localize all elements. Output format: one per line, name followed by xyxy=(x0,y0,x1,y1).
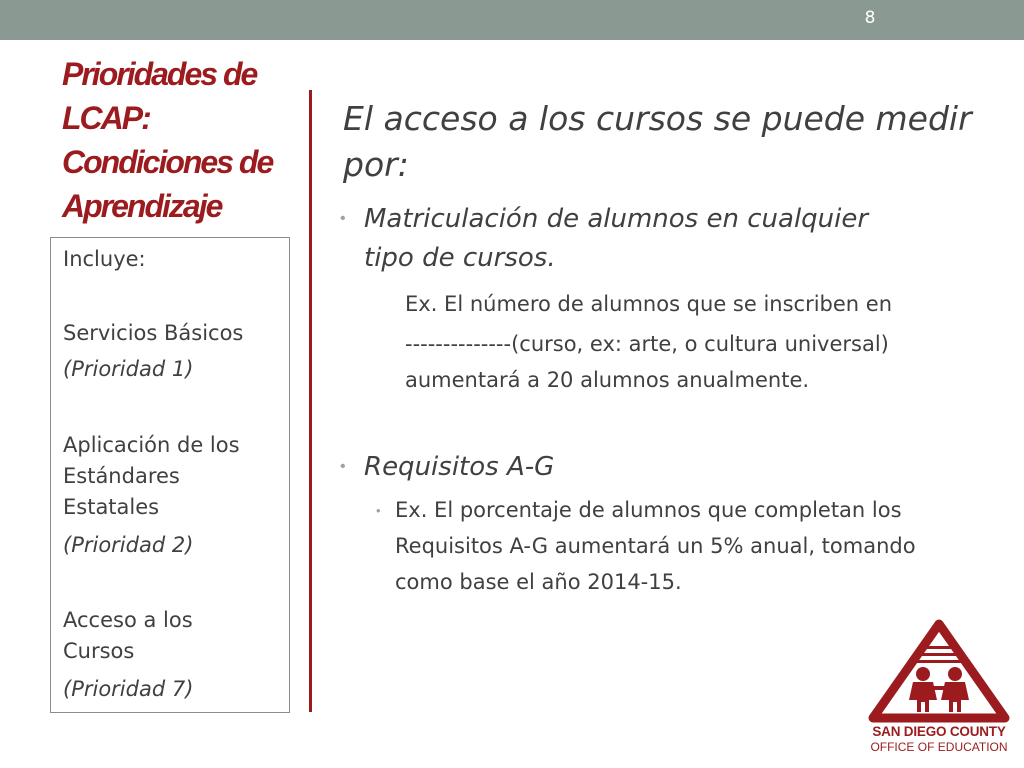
priority-7-label-line: Cursos xyxy=(63,639,135,663)
bullet-2-example-line: Requisitos A-G aumentará un 5% anual, tomando xyxy=(395,534,916,558)
content-heading xyxy=(343,96,983,188)
priority-2-label-line: Aplicación de los xyxy=(63,433,240,457)
bullet-2-title: Requisitos A-G xyxy=(364,452,555,482)
logo-text-line2: OFFICE OF EDUCATION xyxy=(870,740,1008,754)
heading-line: por: xyxy=(343,145,409,184)
priority-2-number: (Prioridad 2) xyxy=(63,533,194,557)
bullet-dot-icon: • xyxy=(340,210,346,227)
vertical-divider xyxy=(309,90,312,712)
bullet-1-line: tipo de cursos. xyxy=(364,243,556,273)
sub-bullet-dot-icon: • xyxy=(376,503,381,518)
title-line: Aprendizaje xyxy=(62,188,222,224)
bullet-1-example-line: aumentará a 20 alumnos anualmente. xyxy=(405,368,810,392)
priority-7-number: (Prioridad 7) xyxy=(63,677,194,701)
title-line: LCAP: xyxy=(62,100,150,136)
bullet-1-line: Matriculación de alumnos en cualquier xyxy=(364,204,869,234)
priorities-intro: Incluye: xyxy=(63,247,146,271)
bullet-1-example-line: --------------(curso, ex: arte, o cultura universal) xyxy=(405,332,889,356)
bullet-2-example-line: como base el año 2014-15. xyxy=(395,570,682,594)
title-line: Prioridades de xyxy=(62,56,257,92)
priority-1-number: (Prioridad 1) xyxy=(63,357,194,381)
title-line: Condiciones de xyxy=(62,144,273,180)
priority-7-label-line: Acceso a los xyxy=(63,608,193,632)
top-bar xyxy=(0,0,1024,40)
slide-number: 8 xyxy=(864,8,876,28)
slide-title xyxy=(62,52,302,228)
priorities-box xyxy=(50,237,290,713)
bullet-2-example-line: Ex. El porcentaje de alumnos que completan los xyxy=(395,498,902,522)
bullet-1-example-line: Ex. El número de alumnos que se inscriben en xyxy=(405,292,893,316)
priority-2-label-line: Estatales xyxy=(63,495,160,519)
heading-line: El acceso a los cursos se puede medir xyxy=(343,99,972,138)
priority-1-label: Servicios Básicos xyxy=(63,321,244,345)
priority-2-label-line: Estándares xyxy=(63,464,180,488)
bullet-dot-icon: • xyxy=(340,458,346,475)
logo-text-line1: SAN DIEGO COUNTY xyxy=(872,724,1006,739)
